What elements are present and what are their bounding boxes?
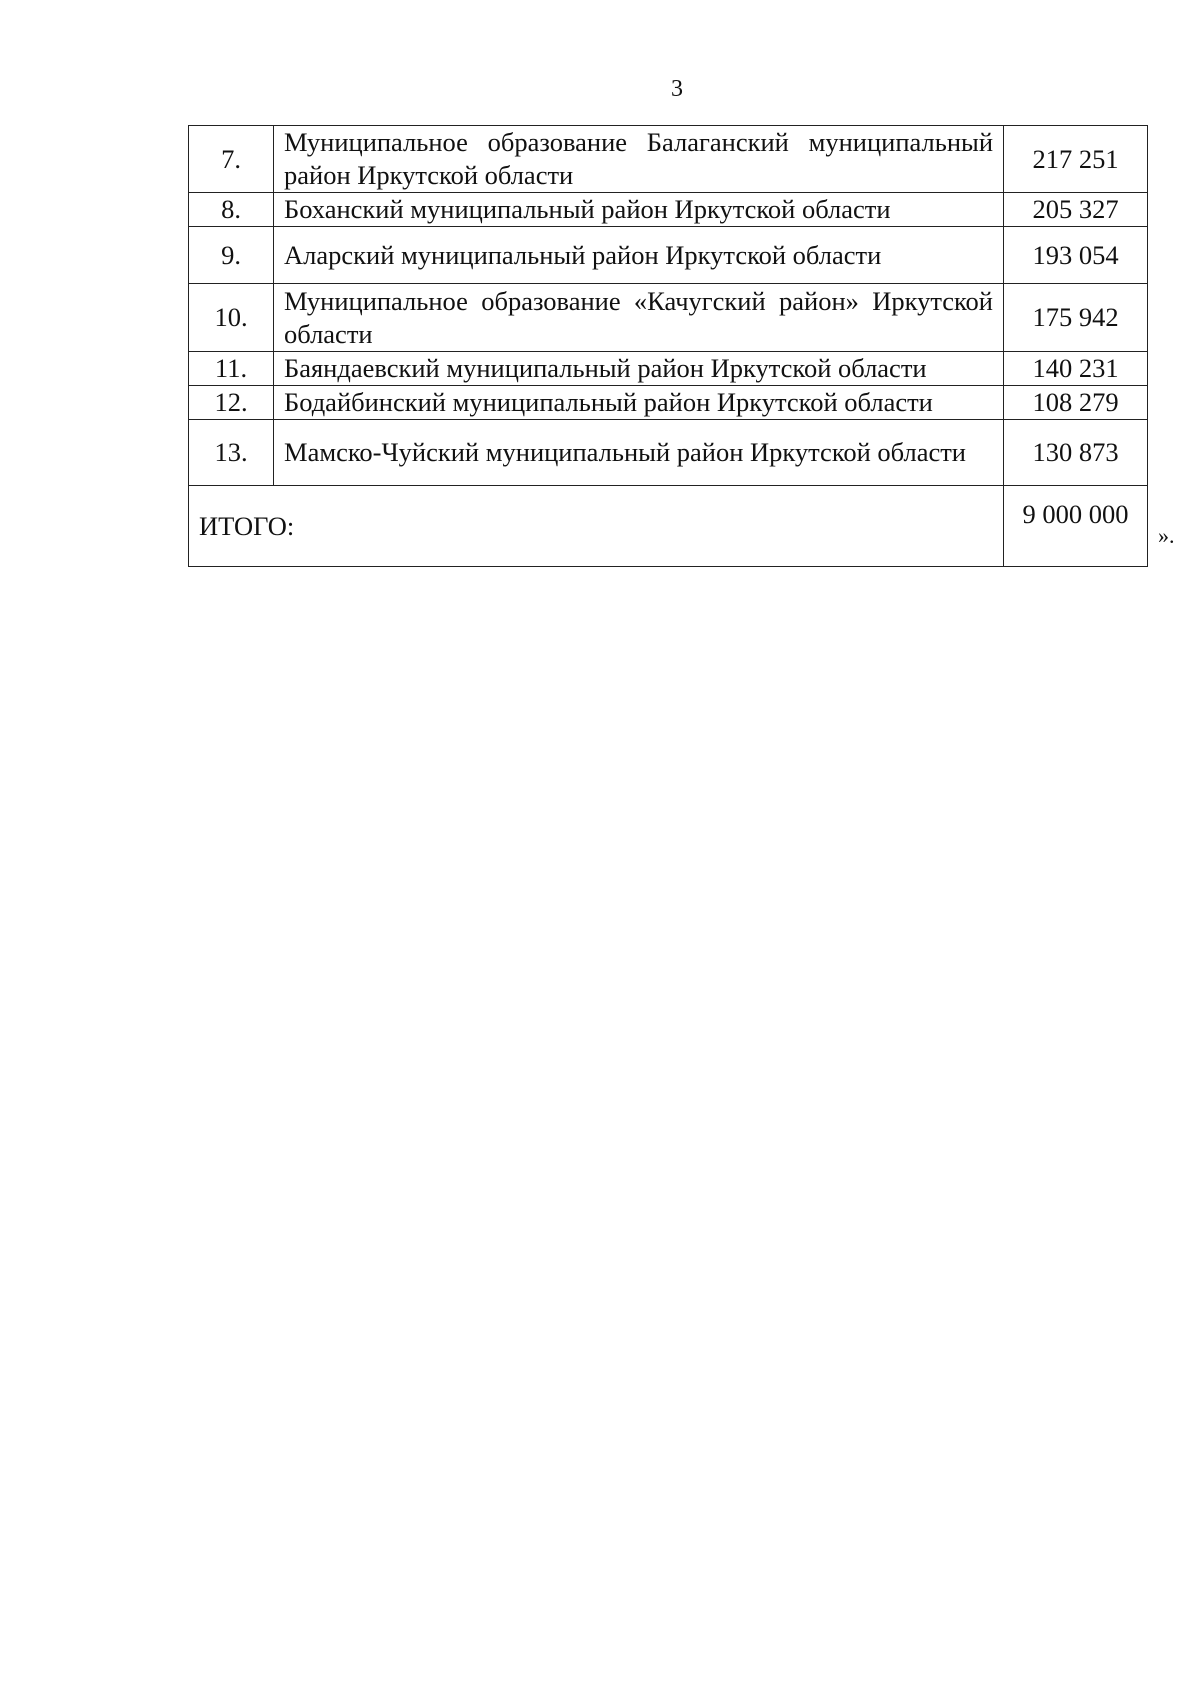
amount-value: 140 231	[1004, 352, 1148, 386]
municipality-name: Муниципальное образование Балаганский муниципальный район Иркутской области	[274, 126, 1004, 193]
total-row	[189, 486, 1148, 567]
table-row	[189, 352, 1148, 386]
table-row	[189, 420, 1148, 486]
table-row	[189, 126, 1148, 193]
row-number: 10.	[189, 284, 274, 352]
table-row	[189, 386, 1148, 420]
amount-value: 193 054	[1004, 227, 1148, 284]
table-row	[189, 227, 1148, 284]
amount-value: 130 873	[1004, 420, 1148, 486]
municipality-name: Боханский муниципальный район Иркутской области	[274, 193, 1004, 227]
row-number: 7.	[189, 126, 274, 193]
municipality-name: Муниципальное образование «Качугский район» Иркутской области	[274, 284, 1004, 352]
allocation-table	[188, 125, 1148, 567]
total-label: ИТОГО:	[189, 486, 1004, 567]
amount-value: 108 279	[1004, 386, 1148, 420]
amount-value: 175 942	[1004, 284, 1148, 352]
row-number: 9.	[189, 227, 274, 284]
table-row	[189, 193, 1148, 227]
row-number: 11.	[189, 352, 274, 386]
table-row	[189, 284, 1148, 352]
municipality-name: Мамско-Чуйский муниципальный район Иркутской области	[274, 420, 1004, 486]
total-amount: 9 000 000	[1004, 486, 1148, 567]
municipality-name: Аларский муниципальный район Иркутской области	[274, 227, 1004, 284]
row-number: 12.	[189, 386, 274, 420]
amount-value: 217 251	[1004, 126, 1148, 193]
municipality-name: Баяндаевский муниципальный район Иркутской области	[274, 352, 1004, 386]
row-number: 13.	[189, 420, 274, 486]
municipality-name: Бодайбинский муниципальный район Иркутской области	[274, 386, 1004, 420]
page-number: 3	[671, 76, 683, 102]
closing-quote-mark: ».	[1158, 523, 1175, 548]
amount-value: 205 327	[1004, 193, 1148, 227]
row-number: 8.	[189, 193, 274, 227]
